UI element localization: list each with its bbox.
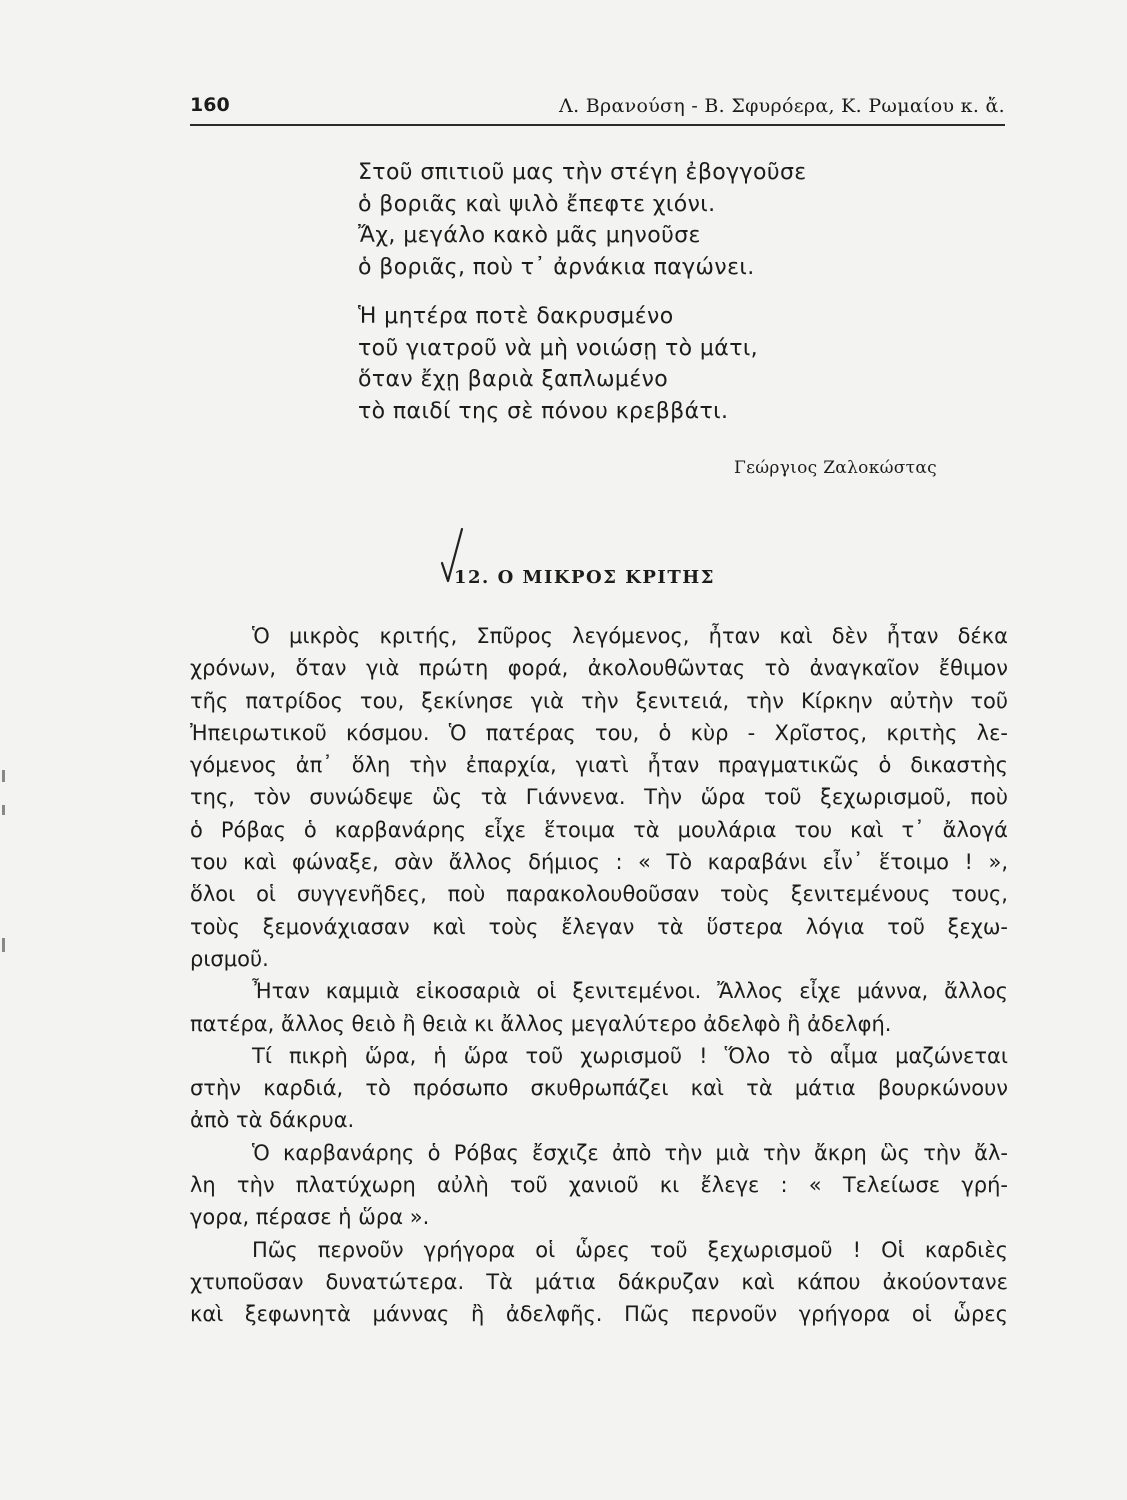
poem-line: τοῦ γιατροῦ νὰ μὴ νοιώσῃ τὸ μάτι, (358, 335, 759, 361)
poem-line: Ἄχ, μεγάλο κακὸ μᾶς μηνοῦσε (358, 223, 701, 248)
scan-margin-mark (2, 805, 5, 815)
text-line: Ὁ μικρὸς κριτής, Σπῦρος λεγόμενος, ἦταν καὶ δὲν ἦταν δέκα (252, 624, 1008, 648)
page-number: 160 (190, 94, 230, 116)
chapter-title: 12. Ο ΜΙΚΡΟΣ ΚΡΙΤΗΣ (454, 567, 715, 588)
poem-line: ὅταν ἔχῃ βαριὰ ξαπλωμένο (358, 367, 669, 392)
poem-stanza (358, 157, 918, 283)
text-line: Τί πικρὴ ὥρα, ἡ ὥρα τοῦ χωρισμοῦ ! Ὅλο τὸ αἷμα μαζώνεται (252, 1043, 1008, 1068)
text-line: τῆς πατρίδος του, ξεκίνησε γιὰ τὴν ξενιτειά, τὴν Κίρκην αὐτὴν τοῦ (190, 688, 1008, 713)
text-line: της, τὸν συνώδεψε ὣς τὰ Γιάννενα. Τὴν ὥρα τοῦ ξεχωρισμοῦ, ποὺ (190, 785, 1008, 810)
text-line: γορα, πέρασε ἡ ὥρα ». (190, 1205, 430, 1230)
text-line: γόμενος ἀπ᾿ ὅλη τὴν ἐπαρχία, γιατὶ ἦταν πραγματικῶς ὁ δικαστὴς (190, 753, 1008, 778)
body-text (190, 620, 1008, 1331)
running-title: Λ. Βρανούση - Β. Σφυρόερα, Κ. Ρωμαίου κ. ἄ. (559, 95, 1005, 117)
text-line: τοὺς ξεμονάχιασαν καὶ τοὺς ἔλεγαν τὰ ὕστερα λόγια τοῦ ξεχω- (190, 914, 1008, 939)
text-line: ρισμοῦ. (190, 946, 269, 971)
text-line: του καὶ φώναξε, σὰν ἄλλος δήμιος : « Τὸ καραβάνι εἶν᾿ ἕτοιμο ! », (190, 850, 1008, 875)
text-line: καὶ ξεφωνητὰ μάννας ἢ ἀδελφῆς. Πῶς περνοῦν γρήγορα οἱ ὧρες (190, 1302, 1008, 1327)
poem-line: ὁ βοριᾶς καὶ ψιλὸ ἔπεφτε χιόνι. (358, 191, 716, 217)
text-line: λη τὴν πλατύχωρη αὐλὴ τοῦ χανιοῦ κι ἔλεγε : « Τελείωσε γρή- (190, 1173, 1008, 1198)
text-line: Ἠπειρωτικοῦ κόσμου. Ὁ πατέρας του, ὁ κὺρ - Χρῖστος, κριτὴς λε- (190, 720, 1008, 745)
poem-author: Γεώργιος Ζαλοκώστας (734, 458, 937, 478)
poem (358, 157, 918, 445)
poem-stanza (358, 301, 918, 427)
text-line: ἀπὸ τὰ δάκρυα. (190, 1108, 355, 1133)
text-line: ὅλοι οἱ συγγενῆδες, ποὺ παρακολουθοῦσαν τοὺς ξενιτεμένους τους, (190, 882, 1008, 907)
poem-line: τὸ παιδί της σὲ πόνου κρεββάτι. (358, 398, 729, 424)
poem-line: Στοῦ σπιτιοῦ μας τὴν στέγη ἐβογγοῦσε (358, 160, 807, 185)
text-line: Πῶς περνοῦν γρήγορα οἱ ὧρες τοῦ ξεχωρισμοῦ ! Οἱ καρδιὲς (252, 1237, 1008, 1262)
scan-margin-mark (2, 770, 5, 782)
text-line: πατέρα, ἄλλος θειὸ ἢ θειὰ κι ἄλλος μεγαλύτερο ἀδελφὸ ἢ ἀδελφή. (190, 1011, 892, 1036)
poem-line: ὁ βοριᾶς, ποὺ τ᾿ ἀρνάκια παγώνει. (358, 254, 755, 280)
text-line: Ἦταν καμμιὰ εἰκοσαριὰ οἱ ξενιτεμένοι. Ἄλλος εἶχε μάννα, ἄλλος (252, 979, 1008, 1004)
running-head (190, 94, 1005, 126)
text-line: στὴν καρδιά, τὸ πρόσωπο σκυθρωπάζει καὶ τὰ μάτια βουρκώνουν (190, 1076, 1008, 1101)
text-line: ὁ Ρόβας ὁ καρβανάρης εἶχε ἕτοιμα τὰ μουλάρια του καὶ τ᾿ ἄλογά (190, 817, 1008, 842)
scan-margin-mark (2, 938, 5, 952)
text-line: χρόνων, ὅταν γιὰ πρώτη φορά, ἀκολουθῶντας τὸ ἀναγκαῖον ἔθιμον (190, 656, 1008, 681)
text-line: χτυποῦσαν δυνατώτερα. Τὰ μάτια δάκρυζαν καὶ κάπου ἀκούοντανε (190, 1269, 1008, 1294)
text-line: Ὁ καρβανάρης ὁ Ρόβας ἔσχιζε ἀπὸ τὴν μιὰ τὴν ἄκρη ὣς τὴν ἄλ- (252, 1140, 1008, 1165)
poem-line: Ἡ μητέρα ποτὲ δακρυσμένο (358, 304, 674, 329)
